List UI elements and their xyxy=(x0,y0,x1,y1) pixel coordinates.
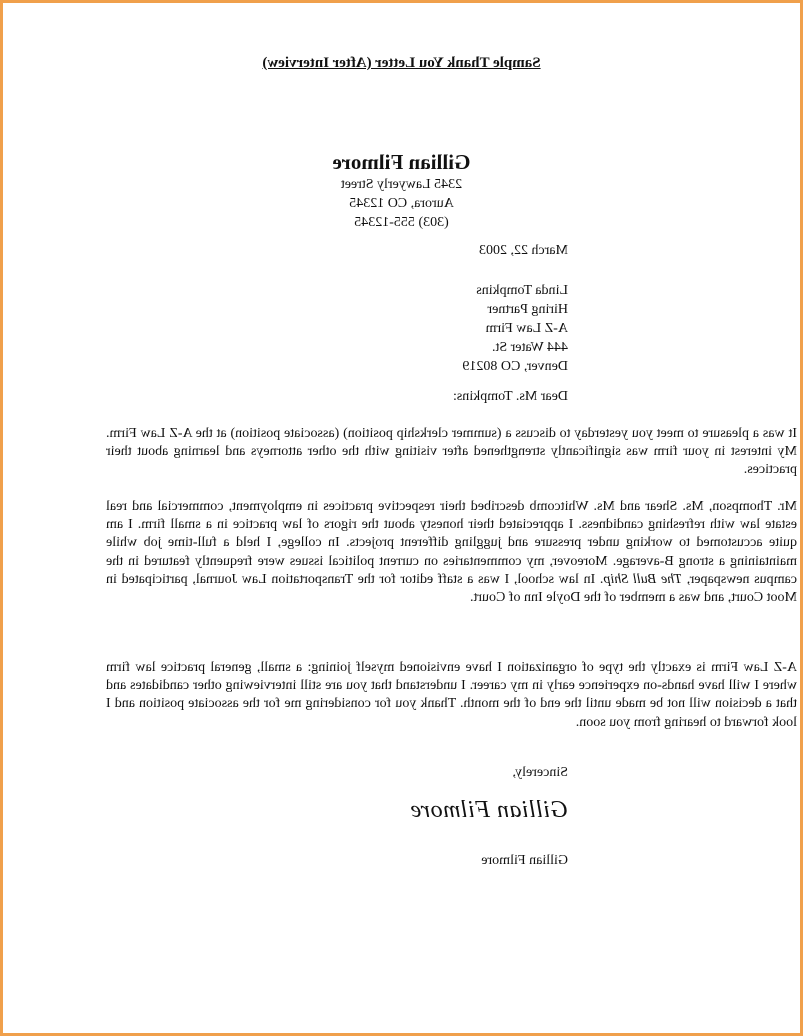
body-paragraph-2-part-2: . In law school, I was a staff editor for the Transportation Law Journal, participated in Moot Court, and was a member of the Doyle Inn of Court. xyxy=(106,571,797,606)
salutation: Dear Ms. Tompkins: xyxy=(452,389,568,404)
body-paragraph-3: A-Z Law Firm is exactly the type of organization I have envisioned myself joining: a small, general practice law firm where I will have hands-on experience early in my career. I understand that you are still interviewing other candidates and that a decision will not be made until the end of the month. Thank you for considering me for the associate position and I look forward to hearing from you soon. xyxy=(106,660,797,730)
letter-date: March 22, 2003 xyxy=(478,243,568,258)
letterhead xyxy=(3,149,800,232)
newspaper-title: The Bull Ship xyxy=(603,571,683,587)
document-title: Sample Thank You Letter (After Interview) xyxy=(262,55,541,71)
typed-signature-name: Gillian Filmore xyxy=(481,853,568,868)
handwritten-signature: Gillian Filmore xyxy=(410,797,568,823)
sender-name: Gillian Filmore xyxy=(332,150,471,174)
recipient-name: Linda Tompkins xyxy=(476,283,568,298)
body-paragraph-2-part-1: Mr. Thompson, Ms. Shear and Ms. Whitcomb described their respective practices in employment, commercial and real estate law with refreshing candidness. I appreciated their honesty about the rigors of law practice in a small firm. I am quite accustomed to working under pressure and juggling different projects. In college, I held a full-time job while maintaining a strong B-average. Moreover, my commentaries on current political issues were frequently featured in the campus newspaper, xyxy=(106,499,797,587)
recipient-firm: A-Z Law Firm xyxy=(485,321,568,336)
sender-phone: (303) 555-12345 xyxy=(354,215,449,230)
recipient-street: 444 Water St. xyxy=(492,340,568,355)
sender-city: Aurora, CO 12345 xyxy=(349,196,454,211)
body-paragraph-2 xyxy=(106,498,797,607)
body-paragraph-1: It was a pleasure to meet you yesterday to discuss a (summer clerkship position) (associate position) at the A-Z Law Firm. My interest in your firm was significantly strengthened after visiting with the other attorneys and learning about their practices. xyxy=(106,426,797,478)
closing: Sincerely, xyxy=(512,765,568,780)
recipient-city: Denver, CO 80219 xyxy=(462,359,568,374)
recipient-address xyxy=(462,281,568,376)
sender-street: 2345 Lawyerly Street xyxy=(340,177,463,192)
mirrored-letter xyxy=(3,3,800,1033)
recipient-title: Hiring Partner xyxy=(487,302,568,317)
